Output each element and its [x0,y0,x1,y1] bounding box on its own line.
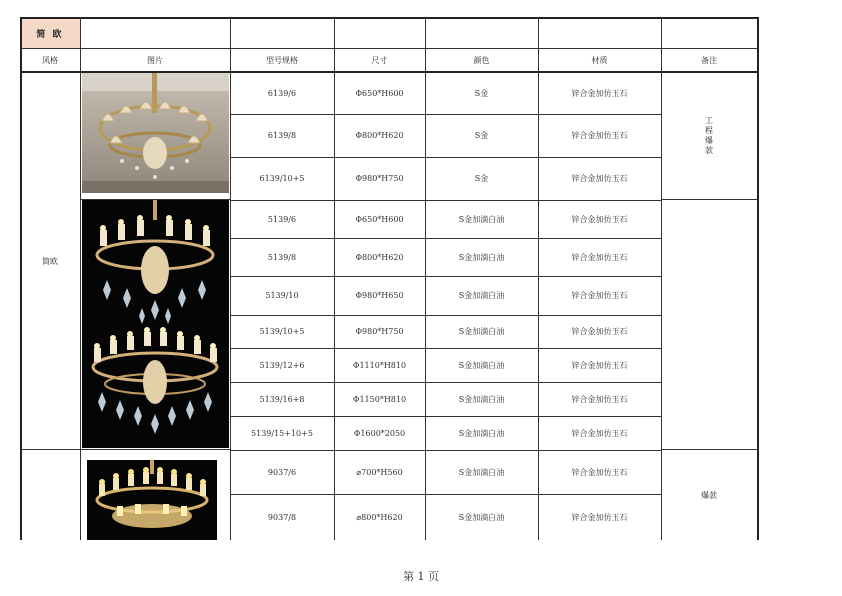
row-8-material: 锌合金加仿玉石 [571,360,628,370]
product-photo-5139 [82,200,229,448]
row-3-material: 锌合金加仿玉石 [571,174,628,183]
chandelier-photo-beige [82,73,229,193]
row-5-material: 锌合金加仿玉石 [571,252,628,262]
grid-line-h [230,276,661,277]
row-12-size: ⌀800*H620 [356,512,403,522]
grid-line-h [20,71,758,73]
product-photo-6139 [82,73,229,193]
row-8-model: 5139/12+6 [259,360,305,370]
row-2-material: 锌合金加仿玉石 [571,131,628,140]
row-5-size: Φ800*H620 [355,252,404,262]
grid-line-h [230,315,661,316]
grid-line-v [425,71,426,540]
grid-line-h [230,450,661,451]
row-3-model: 6139/10+5 [259,174,305,183]
grid-line-v [661,17,662,71]
header-size: 尺寸 [371,55,388,65]
grid-line-h [230,157,661,158]
header-remark: 备注 [701,55,717,65]
row-10-size: Φ1600*2050 [353,428,406,438]
header-style: 风格 [42,55,58,65]
header-image: 图片 [147,55,163,65]
row-2-size: Φ800*H620 [355,131,404,140]
grid-line-v [230,17,231,71]
row-11-color: S金加滴白油 [458,467,505,477]
product-photo-9037 [87,460,217,540]
row-6-model: 5139/10 [265,291,299,300]
grid-line-h [230,494,661,495]
grid-line-h [661,199,758,200]
grid-line-v [538,71,539,540]
row-1-material: 锌合金加仿玉石 [571,88,628,98]
row-6-material: 锌合金加仿玉石 [571,291,628,300]
chandelier-photo-gold [87,460,217,540]
remark-group-1: 工程爆款 [704,116,714,156]
row-3-size: Φ980*H750 [355,174,404,183]
row-9-material: 锌合金加仿玉石 [571,394,628,404]
row-12-material: 锌合金加仿玉石 [571,512,628,522]
row-7-color: S金加滴白油 [458,327,505,336]
row-6-size: Φ980*H650 [355,291,404,300]
row-11-size: ⌀700*H560 [356,467,403,477]
grid-line-h [661,449,758,450]
grid-line-h [80,199,230,200]
row-4-size: Φ650*H600 [355,214,404,224]
header-model: 型号规格 [266,55,298,65]
grid-line-h [20,48,758,49]
grid-line-h [230,200,661,201]
row-8-size: Φ1110*H810 [352,360,407,370]
row-9-model: 5139/16+8 [259,394,305,404]
row-10-material: 锌合金加仿玉石 [571,428,628,438]
header-material: 材质 [591,55,608,65]
grid-line-h [230,416,661,417]
page-footer: 第 1 页 [403,570,439,583]
grid-line-h [20,17,758,19]
grid-line-v [20,17,22,540]
grid-line-h [230,348,661,349]
row-10-model: 5139/15+10+5 [251,428,313,438]
grid-line-v [80,17,81,71]
row-11-material: 锌合金加仿玉石 [571,467,628,477]
row-7-model: 5139/10+5 [259,327,305,336]
row-8-color: S金加滴白油 [458,360,505,370]
remark-group-3: 爆款 [701,490,717,500]
row-6-color: S金加滴白油 [458,291,505,300]
row-1-color: S金 [474,88,489,98]
grid-line-v [80,71,81,540]
style-label: 简欧 [42,256,58,266]
row-7-material: 锌合金加仿玉石 [571,327,628,336]
chandelier-photo-crystal [82,200,229,448]
row-2-color: S金 [474,131,489,140]
row-3-color: S金 [474,174,489,183]
grid-line-h [230,382,661,383]
row-2-model: 6139/8 [267,131,297,140]
row-7-size: Φ980*H750 [355,327,404,336]
row-5-color: S金加滴白油 [458,252,505,262]
row-9-size: Φ1150*H810 [352,394,407,404]
grid-line-v [230,71,231,540]
row-4-model: 5139/6 [267,214,297,224]
row-1-size: Φ650*H600 [355,88,404,98]
row-11-model: 9037/6 [267,467,297,477]
row-4-material: 锌合金加仿玉石 [571,214,628,224]
row-9-color: S金加滴白油 [458,394,505,404]
grid-line-h [230,114,661,115]
row-10-color: S金加滴白油 [458,428,505,438]
header-color: 颜色 [473,55,490,65]
grid-line-v [334,17,335,71]
row-5-model: 5139/8 [267,252,297,262]
grid-line-v [538,17,539,71]
grid-line-v [661,71,662,540]
grid-line-v [334,71,335,540]
row-1-model: 6139/6 [267,88,297,98]
row-12-color: S金加滴白油 [458,512,505,522]
row-4-color: S金加滴白油 [458,214,505,224]
grid-line-v [425,17,426,71]
grid-line-h [20,449,230,450]
section-title: 简 欧 [20,18,80,48]
grid-line-h [230,238,661,239]
row-12-model: 9037/8 [267,512,297,522]
grid-line-v [757,17,759,540]
